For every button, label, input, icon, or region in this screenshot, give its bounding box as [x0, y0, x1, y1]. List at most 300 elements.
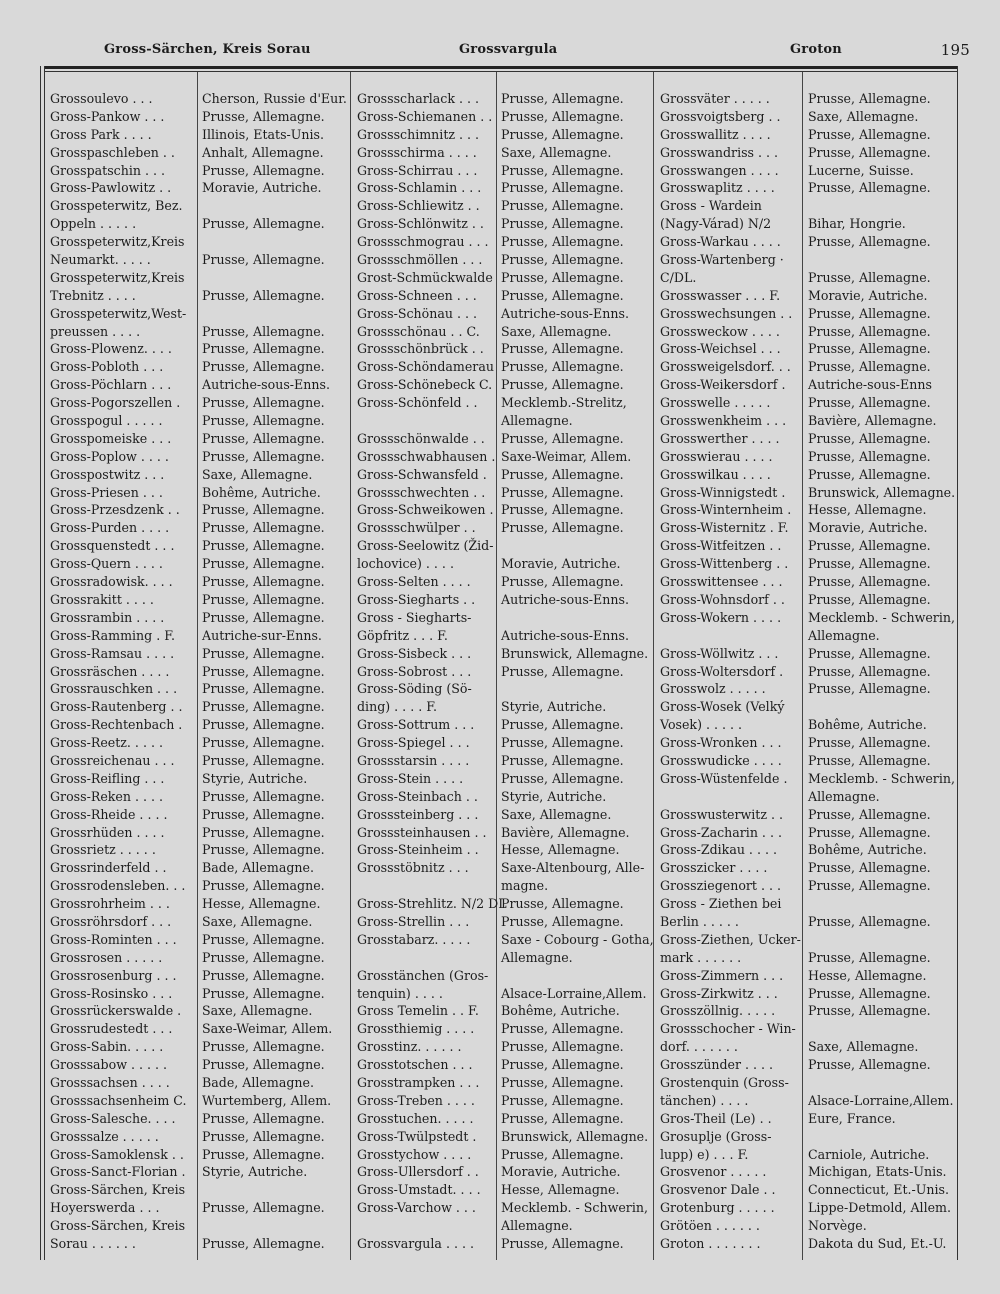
place-country: Autriche-sous-Enns. [501, 627, 629, 643]
place-name: Göpfritz . . . F. [357, 627, 448, 643]
place-name: Grotenburg . . . . . [660, 1200, 775, 1216]
separator-1a [197, 72, 198, 1260]
place-name: Gross-Siegharts . . [357, 591, 476, 607]
place-country: Brunswick, Allemagne. [808, 484, 956, 500]
place-name: Gros-Theil (Le) . . [660, 1110, 772, 1126]
place-name: Sorau . . . . . . [50, 1236, 136, 1251]
place-name: Grossweckow . . . . [660, 323, 780, 339]
place-country: Prusse, Allemagne. [202, 252, 325, 268]
right-frame [957, 66, 958, 1260]
place-name: Grossstarsin . . . . [357, 752, 470, 768]
place-country: Cherson, Russie d'Eur. [202, 91, 347, 106]
place-country: Prusse, Allemagne. [808, 591, 931, 607]
place-name: Grosswenkheim . . . [660, 413, 787, 429]
place-name: Gross-Warkau . . . . [660, 234, 781, 250]
place-country: Prusse, Allemagne. [808, 323, 931, 339]
place-country: Prusse, Allemagne. [202, 359, 325, 375]
place-country: Prusse, Allemagne. [808, 180, 931, 196]
place-name: Grostenquin (Gross- [660, 1074, 789, 1090]
place-name: Grossrodensleben. . . [50, 878, 186, 894]
place-name: Gross-Rominten . . . [50, 931, 177, 947]
place-country: Moravie, Autriche. [808, 520, 928, 536]
place-country: Brunswick, Allemagne. [501, 645, 649, 661]
place-country: Michigan, Etats-Unis. [808, 1164, 947, 1180]
place-country: Prusse, Allemagne. [501, 1021, 624, 1037]
place-country: Prusse, Allemagne. [202, 448, 325, 464]
place-name: Grossschocher - Win- [660, 1021, 796, 1037]
place-country: Prusse, Allemagne. [202, 1039, 325, 1055]
place-name: Grosspeterwitz,Kreis [50, 269, 185, 285]
place-country: Mecklemb. - Schwerin, [501, 1200, 648, 1216]
place-country: Bade, Allemagne. [202, 1074, 314, 1090]
place-name: Grossrakitt . . . . [50, 591, 154, 607]
place-name: Gross-Schönfeld . . [357, 395, 478, 411]
place-country: Saxe, Allemagne. [202, 466, 313, 482]
place-name: Grossrauschken . . . [50, 681, 178, 697]
place-name: Gross-Zacharin . . . [660, 824, 782, 840]
place-name: Grosswilkau . . . . [660, 466, 771, 482]
place-country: Prusse, Allemagne. [808, 752, 931, 768]
place-country: Prusse, Allemagne. [501, 180, 624, 196]
place-country: Prusse, Allemagne. [202, 663, 325, 679]
place-name: lupp) e) . . . F. [660, 1146, 749, 1162]
header-middle-entry: Grossvargula [459, 42, 558, 57]
place-name: Gross-Steinheim . . [357, 842, 479, 858]
place-name: Gross-Przesdzenk . . [50, 502, 180, 518]
place-name: Neumarkt. . . . . [50, 252, 151, 268]
place-country: Prusse, Allemagne. [808, 913, 931, 929]
place-name: preussen . . . . [50, 323, 141, 339]
place-name: Gross Temelin . . F. [357, 1003, 479, 1019]
place-country: Prusse, Allemagne. [808, 359, 931, 375]
place-name: Gross-Weichsel . . . [660, 341, 781, 357]
place-country: Prusse, Allemagne. [202, 949, 325, 965]
place-name: Grosswudicke . . . . [660, 752, 782, 768]
place-country: Prusse, Allemagne. [202, 502, 325, 518]
place-country: Prusse, Allemagne. [202, 1110, 325, 1126]
place-country: Prusse, Allemagne. [808, 574, 931, 590]
place-country: Connecticut, Et.-Unis. [808, 1182, 949, 1198]
place-name: Grosssalze . . . . . [50, 1128, 159, 1144]
place-name: Gross-Pöchlarn . . . [50, 377, 172, 393]
place-name: Grosstuchen. . . . . [357, 1110, 474, 1126]
place-country: Saxe, Allemagne. [808, 108, 919, 124]
place-country: Autriche-sous-Enns. [501, 591, 629, 607]
place-country: Saxe, Allemagne. [202, 1003, 313, 1019]
place-name: Gross-Rautenberg . . [50, 699, 183, 715]
place-name: Gross-Särchen, Kreis [50, 1182, 186, 1198]
place-country: Prusse, Allemagne. [501, 252, 624, 268]
place-country: Prusse, Allemagne. [501, 287, 624, 303]
place-country: Allemagne. [808, 788, 880, 804]
place-name: Gross-Wöllwitz . . . [660, 645, 779, 661]
place-name: Grosstotschen . . . [357, 1057, 473, 1073]
place-name: Gross-Pogorszellen . [50, 395, 181, 411]
place-country: Allemagne. [808, 627, 880, 643]
place-name: Vosek) . . . . . [660, 717, 743, 733]
place-country: Prusse, Allemagne. [501, 896, 624, 912]
place-name: Oppeln . . . . . [50, 216, 137, 232]
place-name: Grossscharlack . . . [357, 91, 479, 106]
place-name: Grosswangen . . . . [660, 162, 779, 178]
place-name: Grossschwülper . . [357, 520, 476, 536]
place-country: Prusse, Allemagne. [501, 216, 624, 232]
separator-2a [496, 72, 497, 1260]
place-country: Moravie, Autriche. [501, 1164, 621, 1180]
place-name: Grosssachsenheim C. [50, 1092, 187, 1108]
place-name: Grosspeterwitz,West- [50, 305, 187, 321]
place-country: Mecklemb.-Strelitz, [501, 395, 627, 411]
place-name: Grosssabow . . . . . [50, 1057, 168, 1073]
place-name: Gross-Pawlowitz . . [50, 180, 172, 196]
place-country: Styrie, Autriche. [501, 699, 607, 715]
place-name: Gross-Treben . . . . [357, 1092, 475, 1108]
place-name: Gross-Wittenberg . . [660, 556, 789, 572]
place-country: Prusse, Allemagne. [501, 663, 624, 679]
place-name: Grosspomeiske . . . [50, 430, 172, 446]
place-name: Grost-Schmückwalde [357, 269, 493, 285]
place-country: Prusse, Allemagne. [808, 234, 931, 250]
place-country: Prusse, Allemagne. [202, 967, 325, 983]
place-name: Gross-Rheide . . . . [50, 806, 168, 822]
place-name: Gross-Wosek (Velký [660, 699, 785, 715]
place-country: Prusse, Allemagne. [202, 520, 325, 536]
place-country: Saxe, Allemagne. [501, 144, 612, 160]
place-country: Prusse, Allemagne. [202, 413, 325, 429]
place-name: Grosswasser . . . F. [660, 287, 781, 303]
place-country: Prusse, Allemagne. [501, 1057, 624, 1073]
place-country: Styrie, Autriche. [202, 1164, 308, 1180]
place-country: Prusse, Allemagne. [202, 699, 325, 715]
place-country: Prusse, Allemagne. [501, 126, 624, 142]
place-country: Prusse, Allemagne. [202, 788, 325, 804]
place-country: Allemagne. [501, 949, 573, 965]
place-name: Grosspeterwitz, Bez. [50, 198, 183, 214]
place-name: Gross-Sanct-Florian . [50, 1164, 186, 1180]
place-country: Saxe-Altenbourg, Alle- [501, 860, 645, 876]
place-name: Gross-Schwansfeld . [357, 466, 487, 482]
place-name: Gross-Zdikau . . . . [660, 842, 777, 858]
top-rule-thin [44, 71, 958, 72]
place-name: Gross-Sabin. . . . . [50, 1039, 164, 1055]
place-name: Gross-Ziethen, Ucker- [660, 931, 801, 947]
place-name: Gross-Selten . . . . [357, 574, 471, 590]
place-name: Gross-Ramming . F. [50, 627, 175, 643]
top-rule [44, 66, 958, 69]
place-country: Prusse, Allemagne. [808, 824, 931, 840]
place-country: Prusse, Allemagne. [808, 466, 931, 482]
place-name: Grossrudestedt . . . [50, 1021, 173, 1037]
place-country: Prusse, Allemagne. [808, 305, 931, 321]
place-name: Gross-Schliewitz . . [357, 198, 480, 214]
place-name: Grosstabarz. . . . . [357, 931, 471, 947]
place-country: Autriche-sous-Enns. [202, 377, 330, 393]
place-country: Prusse, Allemagne. [202, 681, 325, 697]
place-name: Gross-Sisbeck . . . [357, 645, 472, 661]
place-name: Grossschwabhausen . [357, 448, 496, 464]
place-country: Prusse, Allemagne. [808, 126, 931, 142]
place-name: Gross-Pobloth . . . [50, 359, 164, 375]
place-name: Hoyerswerda . . . [50, 1200, 160, 1216]
place-country: Prusse, Allemagne. [808, 395, 931, 411]
place-name: Gross-Sobrost . . . [357, 663, 472, 679]
separator-2b [653, 72, 654, 1260]
place-country: Styrie, Autriche. [501, 788, 607, 804]
place-name: Gross-Reken . . . . [50, 788, 163, 804]
place-name: Gross-Schirrau . . . [357, 162, 478, 178]
place-country: Bavière, Allemagne. [808, 413, 937, 429]
place-country: Prusse, Allemagne. [202, 806, 325, 822]
place-country: Hesse, Allemagne. [808, 502, 927, 518]
place-country: Styrie, Autriche. [202, 770, 308, 786]
place-name: Grosstychow . . . . [357, 1146, 472, 1162]
place-name: Grossschmöllen . . . [357, 252, 483, 268]
place-name: Grossstöbnitz . . . [357, 860, 469, 876]
place-name: Gross-Rosinsko . . . [50, 985, 173, 1001]
place-name: Grossväter . . . . . [660, 91, 770, 106]
place-name: Gross-Seelowitz (Žid- [357, 538, 494, 554]
place-name: Grosswechsungen . . [660, 305, 793, 321]
place-name: C/DL. [660, 269, 697, 285]
place-name: (Nagy-Várad) N/2 [660, 216, 772, 232]
place-country: Prusse, Allemagne. [808, 878, 931, 894]
place-country: Prusse, Allemagne. [808, 949, 931, 965]
place-country: Prusse, Allemagne. [202, 1200, 325, 1216]
place-name: Gross-Ramsau . . . . [50, 645, 175, 661]
place-country: Prusse, Allemagne. [202, 108, 325, 124]
place-country: Prusse, Allemagne. [501, 1092, 624, 1108]
place-name: Gross-Wisternitz . F. [660, 520, 789, 536]
place-name: Gross-Purden . . . . [50, 520, 170, 536]
place-name: Gross-Wüstenfelde . [660, 770, 788, 786]
place-name: Grosstrampken . . . [357, 1074, 480, 1090]
place-name: Trebnitz . . . . [50, 287, 136, 303]
place-name: Grossschönwalde . . [357, 430, 485, 446]
place-name: Gross-Schöndamerau [357, 359, 494, 375]
place-country: Prusse, Allemagne. [501, 108, 624, 124]
place-name: Grosuplje (Gross- [660, 1128, 772, 1144]
place-country: Hesse, Allemagne. [501, 842, 620, 858]
place-country: Prusse, Allemagne. [501, 1146, 624, 1162]
place-country: Dakota du Sud, Et.-U. [808, 1236, 947, 1251]
place-name: Gross - Wardein [660, 198, 762, 214]
place-country: Prusse, Allemagne. [202, 824, 325, 840]
place-country: Wurtemberg, Allem. [202, 1092, 332, 1108]
place-country: Moravie, Autriche. [808, 287, 928, 303]
place-country: Autriche-sous-Enns [808, 377, 932, 393]
place-country: Prusse, Allemagne. [808, 663, 931, 679]
place-country: Bade, Allemagne. [202, 860, 314, 876]
place-country: Prusse, Allemagne. [501, 913, 624, 929]
place-country: Hesse, Allemagne. [808, 967, 927, 983]
place-name: Grosvenor Dale . . [660, 1182, 776, 1198]
place-country: Prusse, Allemagne. [501, 1110, 624, 1126]
header-last-entry: Groton [790, 42, 842, 57]
place-name: Gross-Priesen . . . [50, 484, 163, 500]
place-name: Grosswerther . . . . [660, 430, 780, 446]
place-country: Prusse, Allemagne. [808, 681, 931, 697]
place-name: Gross-Wokern . . . . [660, 609, 782, 625]
place-country: Prusse, Allemagne. [501, 1236, 624, 1251]
place-country: Prusse, Allemagne. [202, 609, 325, 625]
place-country: Lucerne, Suisse. [808, 162, 914, 178]
place-country: Saxe-Weimar, Allem. [501, 448, 632, 464]
place-name: Grosspatschin . . . [50, 162, 166, 178]
place-country: Prusse, Allemagne. [808, 448, 931, 464]
place-name: Grossröhrsdorf . . . [50, 913, 172, 929]
place-country: Hesse, Allemagne. [202, 896, 321, 912]
place-name: Gross-Weikersdorf . [660, 377, 786, 393]
place-name: Gross-Schönau . . . [357, 305, 477, 321]
place-name: Gross - Ziethen bei [660, 896, 782, 912]
place-country: Prusse, Allemagne. [501, 162, 624, 178]
place-name: Grötöen . . . . . . [660, 1218, 760, 1234]
place-country: Prusse, Allemagne. [202, 1146, 325, 1162]
place-country: Prusse, Allemagne. [808, 91, 931, 106]
place-name: Gross-Winnigstedt . [660, 484, 786, 500]
place-country: Bohême, Autriche. [202, 484, 321, 500]
place-name: Gross-Zimmern . . . [660, 967, 784, 983]
place-name: Gross-Sottrum . . . [357, 717, 475, 733]
place-name: Gross-Schönebeck C. [357, 377, 493, 393]
place-country: Bihar, Hongrie. [808, 216, 906, 232]
place-country: Bavière, Allemagne. [501, 824, 630, 840]
place-country: Prusse, Allemagne. [202, 162, 325, 178]
place-name: Grossradowisk. . . . [50, 574, 173, 590]
place-name: Gross-Ullersdorf . . [357, 1164, 479, 1180]
place-country: Moravie, Autriche. [501, 556, 621, 572]
place-name: Gross-Twülpstedt . [357, 1128, 477, 1144]
place-country: Bohême, Autriche. [501, 1003, 620, 1019]
place-country: Prusse, Allemagne. [501, 91, 624, 106]
place-country: Prusse, Allemagne. [808, 806, 931, 822]
place-name: Grossrhüden . . . . [50, 824, 165, 840]
place-country: Prusse, Allemagne. [808, 985, 931, 1001]
place-country: Prusse, Allemagne. [808, 860, 931, 876]
place-name: Grosszicker . . . . [660, 860, 768, 876]
place-country: Prusse, Allemagne. [501, 234, 624, 250]
place-country: Alsace-Lorraine,Allem. [501, 985, 647, 1001]
place-country: Prusse, Allemagne. [808, 144, 931, 160]
place-country: Prusse, Allemagne. [808, 1003, 931, 1019]
place-country: Prusse, Allemagne. [202, 842, 325, 858]
place-country: Prusse, Allemagne. [202, 395, 325, 411]
place-name: Grossvargula . . . . [357, 1236, 474, 1251]
place-country: Prusse, Allemagne. [202, 735, 325, 751]
place-country: Prusse, Allemagne. [202, 1128, 325, 1144]
place-country: Illinois, Etats-Unis. [202, 126, 325, 142]
place-name: Gross-Quern . . . . [50, 556, 163, 572]
place-country: Brunswick, Allemagne. [501, 1128, 649, 1144]
place-name: Gross-Strehlitz. N/2 DL [357, 896, 507, 912]
place-country: Prusse, Allemagne. [202, 1236, 325, 1251]
place-country: Hesse, Allemagne. [501, 1182, 620, 1198]
place-country: Autriche-sur-Enns. [202, 627, 322, 643]
place-country: Prusse, Allemagne. [501, 466, 624, 482]
place-country: Prusse, Allemagne. [501, 1039, 624, 1055]
place-country: Saxe-Weimar, Allem. [202, 1021, 333, 1037]
place-name: Grossschwechten . . [357, 484, 486, 500]
place-name: Groton . . . . . . . [660, 1236, 761, 1251]
place-country: Prusse, Allemagne. [501, 377, 624, 393]
place-name: Grosstänchen (Gros- [357, 967, 489, 983]
place-country: Prusse, Allemagne. [501, 198, 624, 214]
place-country: Prusse, Allemagne. [202, 287, 325, 303]
place-country: Prusse, Allemagne. [202, 1057, 325, 1073]
place-country: Prusse, Allemagne. [501, 341, 624, 357]
place-country: Saxe, Allemagne. [202, 913, 313, 929]
place-country: Prusse, Allemagne. [202, 717, 325, 733]
place-name: Gross-Schneen . . . [357, 287, 477, 303]
place-name: Gross-Poplow . . . . [50, 448, 169, 464]
place-name: Gross-Strellin . . . [357, 913, 470, 929]
place-country: Saxe - Cobourg - Gotha, [501, 931, 654, 947]
place-name: mark . . . . . . [660, 949, 742, 965]
place-name: Grossreichenau . . . [50, 752, 175, 768]
place-name: Grosssteinhausen . . [357, 824, 487, 840]
place-name: Gross-Stein . . . . [357, 770, 464, 786]
place-name: Gross-Zirkwitz . . . [660, 985, 778, 1001]
place-country: Prusse, Allemagne. [501, 430, 624, 446]
place-name: Gross-Winternheim . [660, 502, 792, 518]
place-name: Grosswelle . . . . . [660, 395, 771, 411]
place-country: Prusse, Allemagne. [202, 752, 325, 768]
place-country: Prusse, Allemagne. [501, 752, 624, 768]
place-country: Prusse, Allemagne. [202, 985, 325, 1001]
place-name: Grossschönau . . C. [357, 323, 480, 339]
place-name: Gross-Salesche. . . . [50, 1110, 176, 1126]
place-country: Alsace-Lorraine,Allem. [808, 1092, 954, 1108]
place-name: ding) . . . . F. [357, 699, 437, 715]
place-name: Gross-Rechtenbach . [50, 717, 183, 733]
place-country: Prusse, Allemagne. [501, 735, 624, 751]
separator-1b [350, 72, 351, 1260]
place-country: Prusse, Allemagne. [202, 878, 325, 894]
place-country: Prusse, Allemagne. [202, 538, 325, 554]
place-country: Mecklemb. - Schwerin, [808, 609, 955, 625]
place-name: Gross-Schweikowen . [357, 502, 494, 518]
place-name: Grosspeterwitz,Kreis [50, 234, 185, 250]
place-country: Prusse, Allemagne. [202, 216, 325, 232]
place-name: Grosstinz. . . . . . [357, 1039, 462, 1055]
place-name: Grosswolz . . . . . [660, 681, 766, 697]
place-name: Grossrambin . . . . [50, 609, 165, 625]
place-name: Grossrietz . . . . . [50, 842, 156, 858]
place-name: Grossoulevo . . . [50, 91, 153, 106]
place-country: Eure, France. [808, 1110, 896, 1126]
place-country: Prusse, Allemagne. [202, 591, 325, 607]
place-name: Grossräschen . . . . [50, 663, 170, 679]
place-name: Grossweigelsdorf. . . [660, 359, 791, 375]
place-name: Grosssteinberg . . . [357, 806, 479, 822]
place-country: Moravie, Autriche. [202, 180, 322, 196]
place-name: Gross-Wartenberg · [660, 252, 784, 268]
place-name: lochovice) . . . . [357, 556, 454, 572]
place-country: Allemagne. [501, 413, 573, 429]
place-name: Gross-Witfeitzen . . [660, 538, 782, 554]
place-country: Prusse, Allemagne. [202, 323, 325, 339]
place-name: Gross-Woltersdorf . [660, 663, 784, 679]
left-frame-outer [40, 66, 41, 1260]
place-country: Bohême, Autriche. [808, 717, 927, 733]
place-name: Grossziegenort . . . [660, 878, 782, 894]
place-country: Prusse, Allemagne. [808, 556, 931, 572]
place-name: Gross-Reetz. . . . . [50, 735, 163, 751]
place-country: Saxe, Allemagne. [501, 323, 612, 339]
place-name: Gross-Samoklensk . . [50, 1146, 184, 1162]
place-country: Anhalt, Allemagne. [202, 144, 324, 160]
place-name: Grossschimnitz . . . [357, 126, 480, 142]
